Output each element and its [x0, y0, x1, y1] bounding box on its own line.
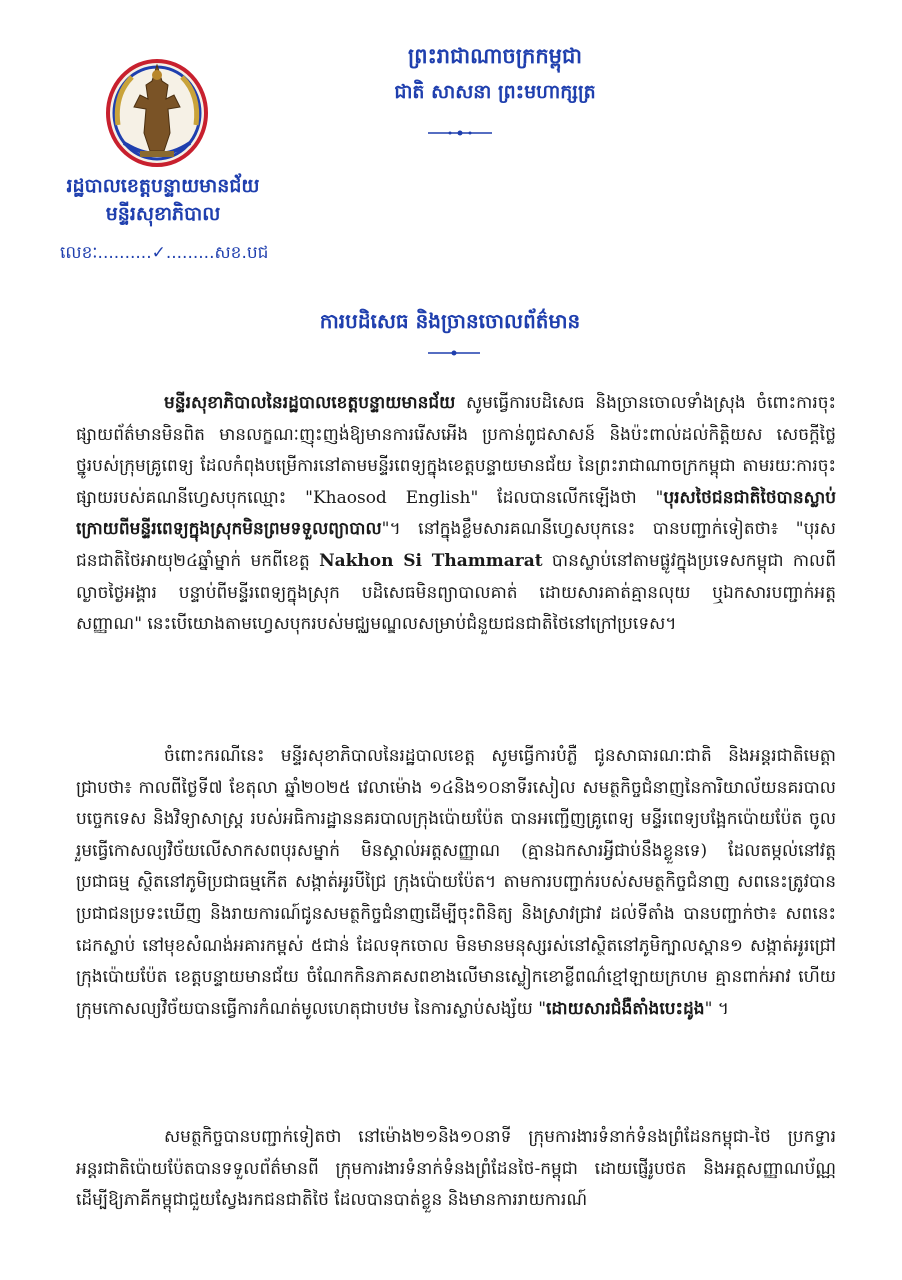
- paragraph-2-text-b: " ។: [704, 998, 730, 1019]
- document-title: ការបដិសេធ និងច្រានចោលព័ត៌មាន: [319, 309, 581, 333]
- cause-of-death: ដោយសារជំងឺតាំងបេះដូង: [546, 998, 705, 1019]
- paragraph-2: [76, 741, 836, 1025]
- lead-department-name: មន្ទីរសុខាភិបាលនៃរដ្ឋបាលខេត្តបន្ទាយមានជ័យ: [164, 393, 456, 413]
- motto-divider: [428, 126, 492, 140]
- national-motto: ជាតិ សាសនា ព្រះមហាក្សត្រ: [394, 81, 596, 103]
- paragraph-1-text-b: "។ នៅក្នុងខ្លឹមសារគណនីហ្វេសបុកនេះ បានបញ្ជាក់ទៀតថា៖ "បុរសជនជាតិថៃអាយុ២៤ឆ្នាំម្នាក់ មកពីខេត្ត: [76, 519, 836, 571]
- paragraph-1: [76, 388, 836, 641]
- paragraph-2-text-a: ចំពោះករណីនេះ មន្ទីរសុខាភិបាលនៃរដ្ឋបាលខេត្ត សូមធ្វើការបំភ្លឺ ជូនសាធារណៈជាតិ និងអន្តរជាតិមេត្តាជ្រាបថា៖ កាលពីថ្ងៃទី៧ ខែតុលា ឆ្នាំ២០២៥ វេលាម៉ោង ១៤និង១០នាទីរសៀល សមត្ថកិច្ចជំនាញនៃការិយាល័យនគរបាលបច្ចេកទេស និងវិទ្យាសាស្ត្រ របស់អធិការដ្ឋាននគរបាលក្រុងប៉ោយប៉ែត បានអញ្ជើញគ្រូពេទ្យ មន្ទីរពេទ្យបង្អែកប៉ោយប៉ែត ចូលរួមធ្វើកោសល្យវិច័យលើសាកសពបុរសម្នាក់ មិនស្គាល់អត្តសញ្ញាណ (គ្មានឯកសារអ្វីជាប់នឹងខ្លួនទេ) ដែលតម្កល់នៅវត្តប្រជាធម្ម ស្ថិតនៅភូមិប្រជាធម្មកើត សង្កាត់អូរបីជ្រៃ ក្រុងប៉ោយប៉ែត។ តាមការបញ្ជាក់របស់សមត្ថកិច្ចជំនាញ សពនេះត្រូវបានប្រជាជនប្រទះឃើញ និងរាយការណ៍ជូនសមត្ថកិច្ចជំនាញដើម្បីចុះពិនិត្យ និងស្រាវជ្រាវ ដល់ទីតាំង បានបញ្ជាក់ថា៖ សពនេះដេកស្លាប់ នៅមុខសំណង់អគារកម្ពស់ ៥ជាន់ ដែលទុកចោល មិនមានមនុស្សរស់នៅស្ថិតនៅភូមិក្បាលស្ពាន១ សង្កាត់អូរជ្រៅ ក្រុងប៉ោយប៉ែត ខេត្តបន្ទាយមានជ័យ ចំណែកកិនភាគសពខាងលើមានស្លៀកខោខ្លីពណ៌ខ្មៅឡាយក្រហម គ្មានពាក់អាវ ហើយក្រុមកោសល្យវិច័យបានធ្វើការកំណត់មូលហេតុជាបឋម នៃការស្លាប់សង្ស័យ ": [76, 746, 836, 1019]
- ministry-emblem-logo: [104, 55, 210, 167]
- paragraph-1-text-c: បានស្លាប់នៅតាមផ្លូវក្នុងប្រទេសកម្ពុជា កាលពីល្ងាចថ្ងៃអង្គារ បន្ទាប់ពីមន្ទីរពេទ្យក្នុងស្រុក បដិសេធមិនព្យាបាលគាត់ ដោយសារគាត់គ្មានលុយ ឬឯកសារបញ្ជាក់អត្តសញ្ញាណ" នេះបើយោងតាមហ្វេសបុករបស់មជ្ឈមណ្ឌលសម្រាប់ជំនួយជនជាតិថៃនៅក្រៅប្រទេស។: [76, 550, 837, 635]
- provincial-administration-name: រដ្ឋបាលខេត្តបន្ទាយមានជ័យ: [66, 175, 260, 197]
- paragraph-3-text-a: សមត្ថកិច្ចបានបញ្ជាក់ទៀតថា នៅម៉ោង២១និង១០នាទី ក្រុមការងារទំនាក់ទំនងព្រំដែនកម្ពុជា-ថៃ ប្រកទ្វារអន្តរជាតិប៉ោយប៉ែតបានទទួលព័ត៌មានពី ក្រុមការងារទំនាក់ទំនងព្រំដែនថៃ-កម្ពុជា ដោយផ្ញើរូបថត និងអត្តសញ្ញាណប័ណ្ណ ដើម្បីឱ្យភាគីកម្ពុជាជួយស្វែងរកជនជាតិថៃ ដែលបានបាត់ខ្លួន និងមានការរាយការណ៍: [76, 1127, 836, 1211]
- paragraph-1-text-a: សូមធ្វើការបដិសេធ និងច្រានចោលទាំងស្រុង ចំពោះការចុះផ្សាយព័ត៌មានមិនពិត មានលក្ខណៈញុះញង់ឱ្យមានការរើសអើង ប្រកាន់ពូជសាសន៍ និងប៉ះពាល់ដល់កិត្តិយស សេចក្តីថ្លៃថ្នូរបស់ក្រុមគ្រូពេទ្យ ដែលកំពុងបម្រើការនៅតាមមន្ទីរពេទ្យក្នុងខេត្តបន្ទាយមានជ័យ នៃព្រះរាជាណាចក្រកម្ពុជា តាមរយៈការចុះផ្សាយរបស់គណនីហ្វេសបុកឈ្មោះ "Khaosod English" ដែលបានលើកឡើងថា ": [76, 393, 836, 508]
- kingdom-name: ព្រះរាជាណាចក្រកម្ពុជា: [407, 44, 582, 68]
- kingdom-motto-block: [330, 38, 660, 110]
- reference-number: លេខៈ..........✓.........សខ.បជ: [60, 243, 269, 263]
- quoted-claim: បុរសថៃជនជាតិថៃបានស្លាប់ ក្រោយពីមន្ទីរពេទ្យក្នុងស្រុកមិនព្រមទទួលព្យាបាល: [76, 487, 836, 540]
- place-name: Nakhon Si Thammarat: [319, 550, 543, 571]
- health-department-name: មន្ទីរសុខាភិបាល: [105, 203, 221, 225]
- paragraph-3: [76, 1122, 836, 1217]
- title-divider: [428, 346, 480, 360]
- organization-block: [48, 172, 278, 228]
